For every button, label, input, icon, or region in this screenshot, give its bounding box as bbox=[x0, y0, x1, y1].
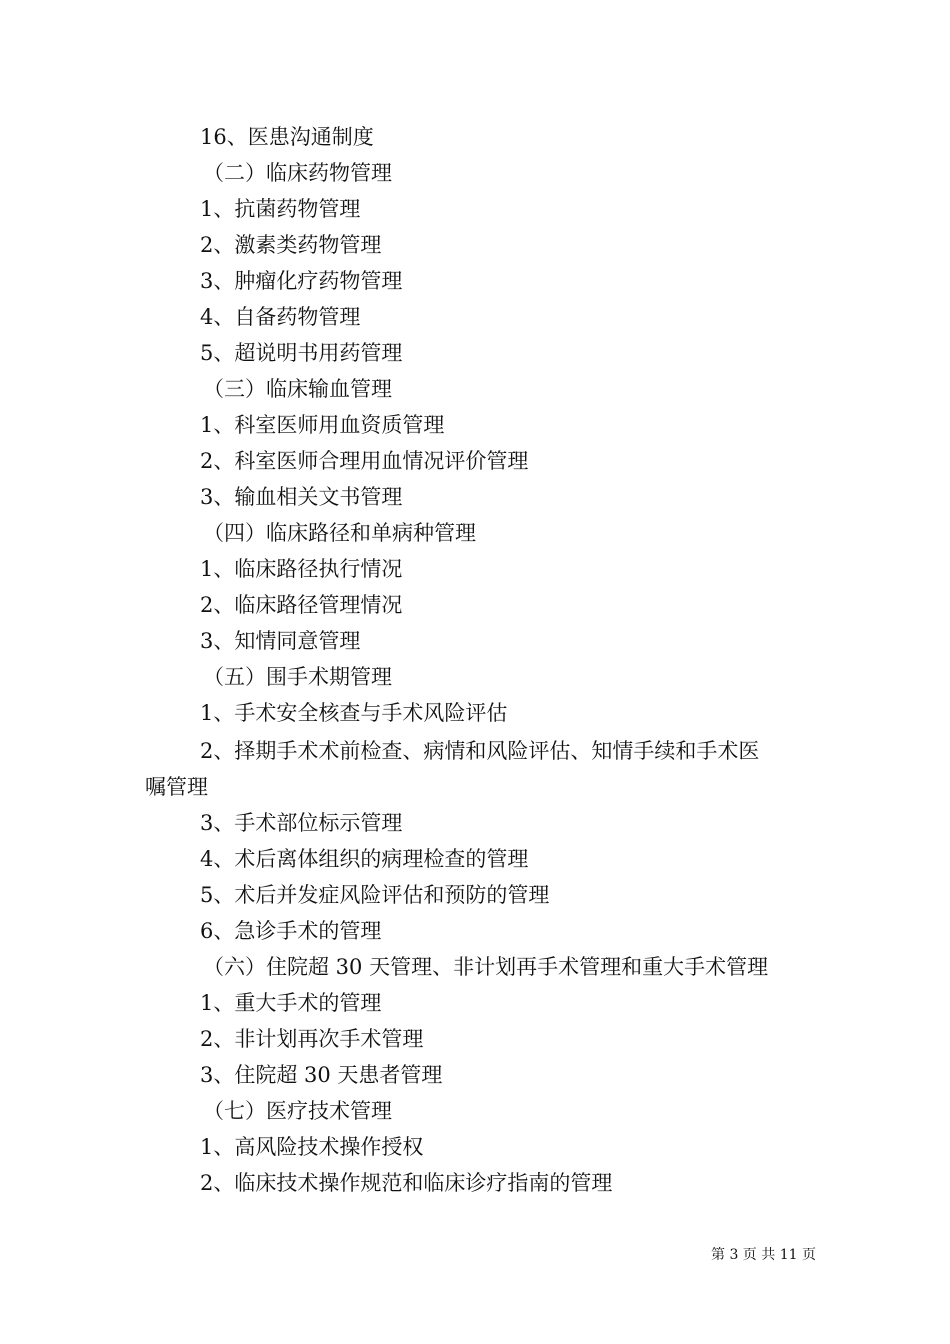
list-item: 3、住院超 30 天患者管理 bbox=[200, 1063, 443, 1087]
section-heading: （五）围手术期管理 bbox=[203, 665, 392, 689]
list-item: 16、医患沟通制度 bbox=[200, 125, 374, 149]
list-item: 1、抗菌药物管理 bbox=[200, 197, 361, 221]
list-item: 2、临床技术操作规范和临床诊疗指南的管理 bbox=[200, 1171, 613, 1195]
section-heading: （三）临床输血管理 bbox=[203, 377, 392, 401]
list-item: 1、科室医师用血资质管理 bbox=[200, 413, 445, 437]
list-item: 1、手术安全核查与手术风险评估 bbox=[200, 701, 508, 725]
page-number-footer: 第 3 页 共 11 页 bbox=[711, 1247, 816, 1263]
list-item: 4、术后离体组织的病理检查的管理 bbox=[200, 847, 529, 871]
list-item: 1、高风险技术操作授权 bbox=[200, 1135, 424, 1159]
list-item: 2、激素类药物管理 bbox=[200, 233, 382, 257]
list-item: 2、非计划再次手术管理 bbox=[200, 1027, 424, 1051]
section-heading: （六）住院超 30 天管理、非计划再手术管理和重大手术管理 bbox=[203, 955, 769, 979]
list-item: 3、手术部位标示管理 bbox=[200, 811, 403, 835]
list-item: 6、急诊手术的管理 bbox=[200, 919, 382, 943]
list-item: 5、术后并发症风险评估和预防的管理 bbox=[200, 883, 550, 907]
list-item: 5、超说明书用药管理 bbox=[200, 341, 403, 365]
list-item: 3、知情同意管理 bbox=[200, 629, 361, 653]
section-heading: （七）医疗技术管理 bbox=[203, 1099, 392, 1123]
section-heading: （四）临床路径和单病种管理 bbox=[203, 521, 476, 545]
list-item: 3、肿瘤化疗药物管理 bbox=[200, 269, 403, 293]
section-heading: （二）临床药物管理 bbox=[203, 161, 392, 185]
list-item: 1、重大手术的管理 bbox=[200, 991, 382, 1015]
list-item: 3、输血相关文书管理 bbox=[200, 485, 403, 509]
list-item: 2、临床路径管理情况 bbox=[200, 593, 403, 617]
list-item: 4、自备药物管理 bbox=[200, 305, 361, 329]
list-item: 1、临床路径执行情况 bbox=[200, 557, 403, 581]
list-item: 2、择期手术术前检查、病情和风险评估、知情手续和手术医 bbox=[200, 739, 760, 763]
list-item: 2、科室医师合理用血情况评价管理 bbox=[200, 449, 529, 473]
list-item-continuation: 嘱管理 bbox=[145, 775, 208, 799]
